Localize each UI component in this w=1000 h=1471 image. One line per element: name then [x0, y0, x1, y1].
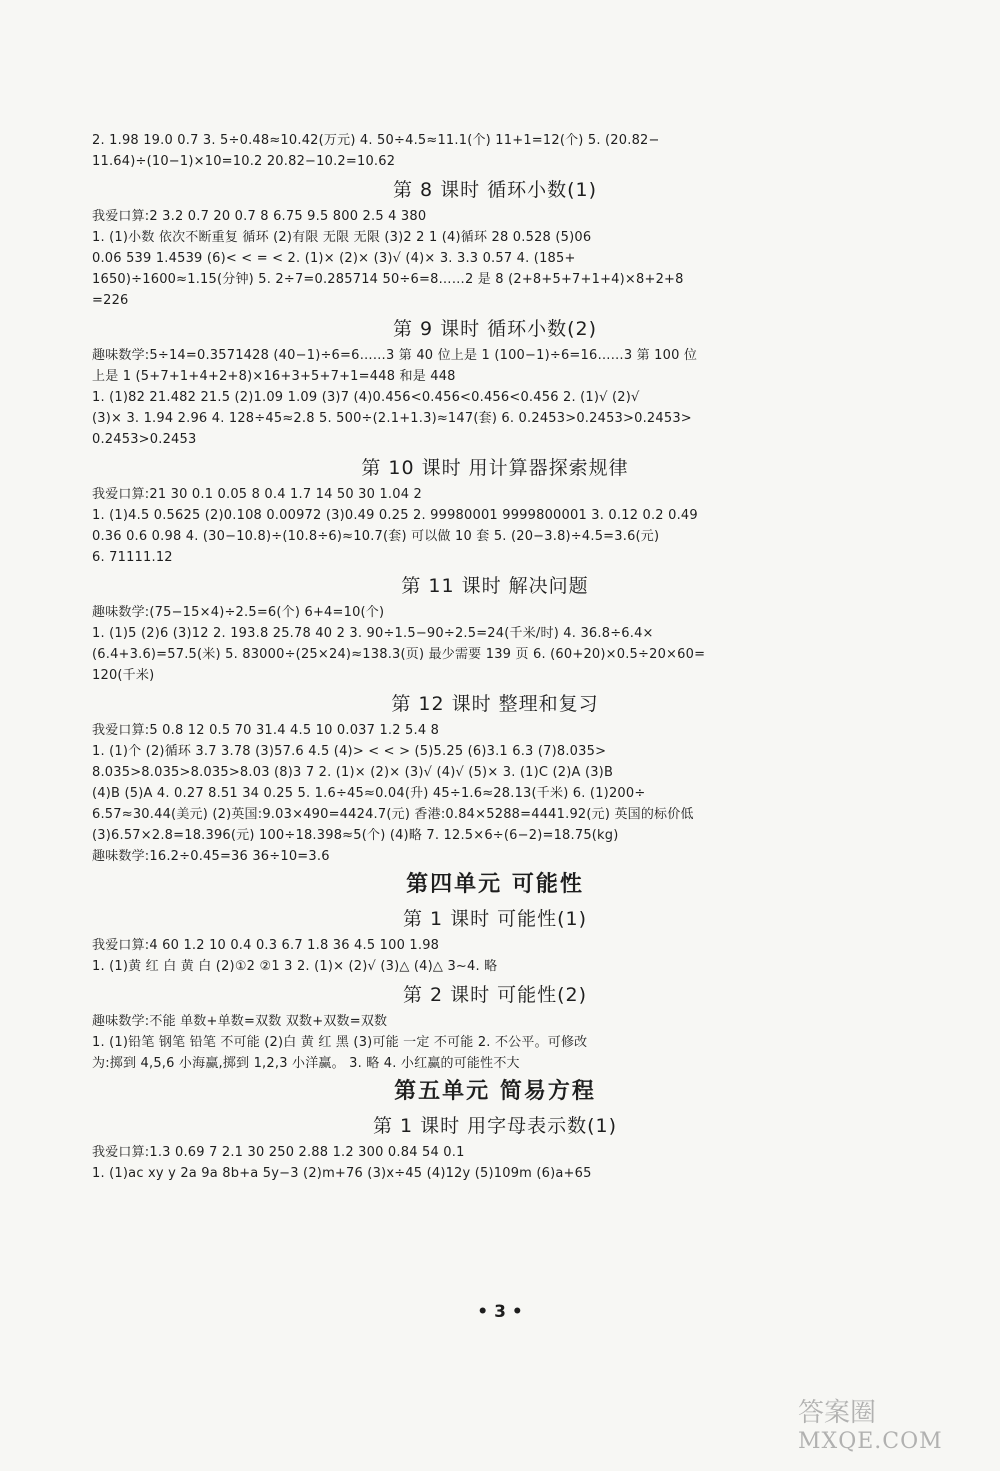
answer-line: 我爱口算:1.3 0.69 7 2.1 30 250 2.88 1.2 300 0.84 54 0.1 — [92, 1145, 465, 1160]
answer-line: 1. (1)82 21.482 21.5 (2)1.09 1.09 (3)7 (4)0.456<0.456<0.456<0.456 2. (1)√ (2)√ — [92, 390, 640, 405]
watermark-title: 答案圈 — [798, 1398, 877, 1428]
answer-line: 趣味数学:不能 单数+单数=双数 双数+双数=双数 — [92, 1014, 388, 1029]
answer-line: 8.035>8.035>8.035>8.03 (8)3 7 2. (1)× (2)× (3)√ (4)√ (5)× 3. (1)C (2)A (3)B — [92, 765, 614, 780]
lesson-heading: 第 12 课时 整理和复习 — [391, 693, 599, 715]
answer-line: 0.2453>0.2453 — [92, 432, 197, 447]
answer-content — [92, 132, 898, 1186]
answer-line: 1. (1)5 (2)6 (3)12 2. 193.8 25.78 40 2 3. 90÷1.5−90÷2.5=24(千米/时) 4. 36.8÷6.4× — [92, 626, 654, 641]
watermark-url: MXQE.COM — [798, 1429, 943, 1454]
answer-line: 6. 71111.12 — [92, 550, 173, 565]
answer-line: (6.4+3.6)=57.5(米) 5. 83000÷(25×24)≈138.3(页) 最少需要 139 页 6. (60+20)×0.5÷20×60= — [92, 647, 706, 662]
unit-heading: 第四单元 可能性 — [406, 872, 584, 897]
answer-line: 趣味数学:16.2÷0.45=36 36÷10=3.6 — [92, 849, 330, 864]
lesson-heading: 第 1 课时 用字母表示数(1) — [372, 1115, 618, 1137]
answer-line: 1. (1)ac xy y 2a 9a 8b+a 5y−3 (2)m+76 (3)x÷45 (4)12y (5)109m (6)a+65 — [92, 1166, 592, 1181]
answer-line: 1. (1)个 (2)循环 3.7 3.78 (3)57.6 4.5 (4)> < < > (5)5.25 (6)3.1 6.3 (7)8.035> — [92, 744, 607, 759]
answer-line: 120(千米) — [92, 668, 155, 683]
answer-line: 趣味数学:5÷14=0.3571428 (40−1)÷6=6……3 第 40 位上是 1 (100−1)÷6=16……3 第 100 位 — [92, 348, 698, 363]
lesson-heading: 第 11 课时 解决问题 — [401, 575, 589, 597]
answer-line: (4)B (5)A 4. 0.27 8.51 34 0.25 5. 1.6÷45≈0.04(升) 45÷1.6≈28.13(千米) 6. (1)200÷ — [92, 786, 646, 801]
watermark-logo — [798, 1392, 943, 1454]
lesson-heading: 第 10 课时 用计算器探索规律 — [361, 457, 629, 479]
answer-line: 1. (1)铅笔 钢笔 铅笔 不可能 (2)白 黄 红 黑 (3)可能 一定 不可能 2. 不公平。可修改 — [92, 1035, 588, 1050]
answer-line: 我爱口算:4 60 1.2 10 0.4 0.3 6.7 1.8 36 4.5 100 1.98 — [92, 938, 440, 953]
answer-line: 6.57≈30.44(美元) (2)英国:9.03×490=4424.7(元) 香港:0.84×5288=4441.92(元) 英国的标价低 — [92, 807, 694, 822]
answer-line: 我爱口算:2 3.2 0.7 20 0.7 8 6.75 9.5 800 2.5 4 380 — [92, 209, 427, 224]
page-number: • 3 • — [477, 1302, 523, 1322]
answer-line: 上是 1 (5+7+1+4+2+8)×16+3+5+7+1=448 和是 448 — [92, 369, 456, 384]
lesson-heading: 第 2 课时 可能性(2) — [402, 984, 588, 1006]
answer-line: 11.64)÷(10−1)×10=10.2 20.82−10.2=10.62 — [92, 154, 396, 169]
lesson-heading: 第 8 课时 循环小数(1) — [392, 179, 598, 201]
answer-line: =226 — [92, 293, 129, 308]
answer-line: 0.06 539 1.4539 (6)< < = < 2. (1)× (2)× (3)√ (4)× 3. 3.3 0.57 4. (185+ — [92, 251, 576, 266]
answer-line: 1650)÷1600≈1.15(分钟) 5. 2÷7=0.285714 50÷6=8……2 是 8 (2+8+5+7+1+4)×8+2+8 — [92, 272, 684, 287]
answer-line: 0.36 0.6 0.98 4. (30−10.8)÷(10.8÷6)≈10.7(套) 可以做 10 套 5. (20−3.8)÷4.5=3.6(元) — [92, 529, 660, 544]
answer-line: 2. 1.98 19.0 0.7 3. 5÷0.48≈10.42(万元) 4. 50÷4.5≈11.1(个) 11+1=12(个) 5. (20.82− — [92, 133, 660, 148]
unit-heading: 第五单元 简易方程 — [394, 1079, 596, 1104]
lesson-heading: 第 1 课时 可能性(1) — [402, 908, 588, 930]
answer-line: 为:掷到 4,5,6 小海赢,掷到 1,2,3 小洋赢。 3. 略 4. 小红赢的可能性不大 — [92, 1056, 520, 1071]
lesson-heading: 第 9 课时 循环小数(2) — [392, 318, 598, 340]
answer-line: 我爱口算:21 30 0.1 0.05 8 0.4 1.7 14 50 30 1.04 2 — [92, 487, 423, 502]
answer-line: (3)× 3. 1.94 2.96 4. 128÷45≈2.8 5. 500÷(2.1+1.3)≈147(套) 6. 0.2453>0.2453>0.2453> — [92, 411, 692, 426]
answer-line: 1. (1)4.5 0.5625 (2)0.108 0.00972 (3)0.49 0.25 2. 99980001 9999800001 3. 0.12 0.2 0.49 — [92, 508, 698, 523]
answer-line: 趣味数学:(75−15×4)÷2.5=6(个) 6+4=10(个) — [92, 605, 385, 620]
answer-line: 我爱口算:5 0.8 12 0.5 70 31.4 4.5 10 0.037 1.2 5.4 8 — [92, 723, 440, 738]
answer-line: 1. (1)黄 红 白 黄 白 (2)①2 ②1 3 2. (1)× (2)√ (3)△ (4)△ 3~4. 略 — [92, 959, 498, 974]
answer-line: (3)6.57×2.8=18.396(元) 100÷18.398≈5(个) (4)略 7. 12.5×6÷(6−2)=18.75(kg) — [92, 828, 619, 843]
answer-line: 1. (1)小数 依次不断重复 循环 (2)有限 无限 无限 (3)2 2 1 (4)循环 28 0.528 (5)06 — [92, 230, 592, 245]
